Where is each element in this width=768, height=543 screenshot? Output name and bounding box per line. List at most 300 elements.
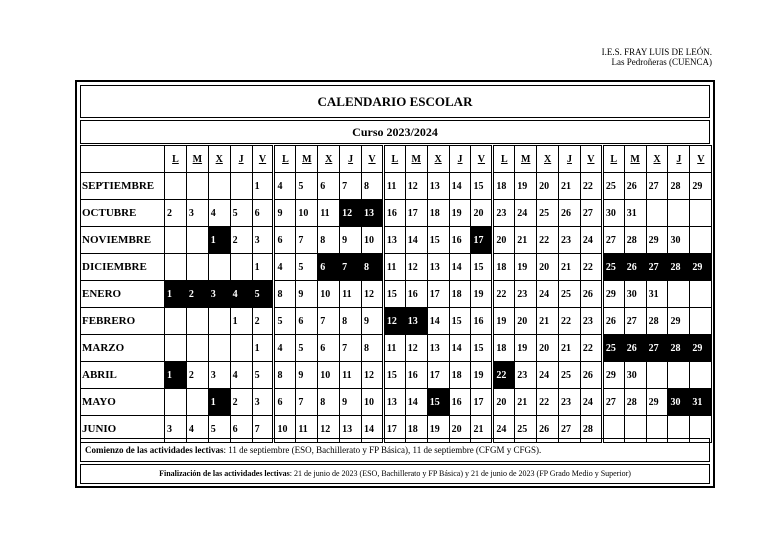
month-name: ABRIL <box>81 362 165 389</box>
holiday-day-cell: 2 <box>186 281 208 308</box>
day-cell <box>186 173 208 200</box>
day-cell: 3 <box>165 416 187 443</box>
weekday-header: M <box>186 146 208 173</box>
month-name: OCTUBRE <box>81 200 165 227</box>
day-cell: 22 <box>580 173 602 200</box>
end-note-label: Finalización de las actividades lectivas <box>159 469 290 478</box>
day-cell: 21 <box>471 416 493 443</box>
holiday-day-cell: 25 <box>602 254 624 281</box>
weekday-header: J <box>668 146 690 173</box>
day-cell: 11 <box>383 173 405 200</box>
day-cell: 15 <box>449 308 471 335</box>
school-location: Las Pedroñeras (CUENCA) <box>611 57 712 67</box>
day-cell: 11 <box>383 335 405 362</box>
day-cell <box>186 335 208 362</box>
day-cell: 31 <box>624 200 646 227</box>
holiday-day-cell: 13 <box>362 200 384 227</box>
day-cell: 19 <box>471 362 493 389</box>
day-cell: 8 <box>340 308 362 335</box>
weekday-header: V <box>580 146 602 173</box>
day-cell: 5 <box>296 173 318 200</box>
day-cell: 7 <box>340 173 362 200</box>
holiday-day-cell: 31 <box>690 389 712 416</box>
holiday-day-cell: 12 <box>340 200 362 227</box>
day-cell: 8 <box>318 227 340 254</box>
day-cell: 16 <box>449 389 471 416</box>
day-cell: 26 <box>580 362 602 389</box>
day-cell: 5 <box>252 362 274 389</box>
day-cell: 2 <box>165 200 187 227</box>
month-row <box>81 254 712 281</box>
day-cell: 10 <box>362 389 384 416</box>
day-cell: 15 <box>471 173 493 200</box>
month-row <box>81 281 712 308</box>
month-row <box>81 200 712 227</box>
day-cell: 23 <box>559 389 581 416</box>
month-name: FEBRERO <box>81 308 165 335</box>
day-cell: 30 <box>668 227 690 254</box>
day-cell: 5 <box>296 254 318 281</box>
day-cell: 6 <box>318 173 340 200</box>
day-cell: 26 <box>580 281 602 308</box>
day-cell: 6 <box>252 200 274 227</box>
holiday-day-cell: 1 <box>165 281 187 308</box>
end-note <box>80 464 710 484</box>
day-cell: 26 <box>559 200 581 227</box>
holiday-day-cell: 1 <box>165 362 187 389</box>
day-cell: 23 <box>559 227 581 254</box>
weekday-header: X <box>427 146 449 173</box>
weekday-header-row <box>81 146 712 173</box>
holiday-day-cell: 26 <box>624 335 646 362</box>
day-cell: 15 <box>427 227 449 254</box>
day-cell <box>690 227 712 254</box>
day-cell: 18 <box>493 335 515 362</box>
day-cell: 14 <box>427 308 449 335</box>
weekday-header: X <box>318 146 340 173</box>
day-cell: 5 <box>208 416 230 443</box>
holiday-day-cell: 12 <box>383 308 405 335</box>
day-cell: 23 <box>515 281 537 308</box>
weekday-header: L <box>165 146 187 173</box>
day-cell <box>690 308 712 335</box>
weekday-header: J <box>449 146 471 173</box>
holiday-day-cell: 27 <box>646 254 668 281</box>
day-cell: 12 <box>318 416 340 443</box>
day-cell: 17 <box>427 362 449 389</box>
day-cell: 2 <box>230 227 252 254</box>
holiday-day-cell: 22 <box>493 362 515 389</box>
day-cell: 7 <box>296 227 318 254</box>
day-cell: 3 <box>208 362 230 389</box>
course-label: Curso 2023/2024 <box>80 120 710 144</box>
holiday-day-cell: 3 <box>208 281 230 308</box>
day-cell: 14 <box>405 389 427 416</box>
day-cell: 24 <box>493 416 515 443</box>
day-cell: 1 <box>252 254 274 281</box>
day-cell: 1 <box>230 308 252 335</box>
day-cell: 27 <box>646 173 668 200</box>
day-cell: 29 <box>646 389 668 416</box>
day-cell <box>165 227 187 254</box>
holiday-day-cell: 7 <box>340 254 362 281</box>
day-cell: 28 <box>580 416 602 443</box>
school-header <box>602 47 712 67</box>
weekday-header: J <box>230 146 252 173</box>
weekday-header: V <box>252 146 274 173</box>
day-cell: 5 <box>296 335 318 362</box>
day-cell: 9 <box>340 227 362 254</box>
month-name: MARZO <box>81 335 165 362</box>
day-cell <box>165 308 187 335</box>
start-note-text: : 11 de septiembre (ESO, Bachillerato y FP Básica), 11 de septiembre (CFGM y CFGS). <box>223 445 542 455</box>
day-cell: 25 <box>602 173 624 200</box>
day-cell: 12 <box>362 362 384 389</box>
month-row <box>81 227 712 254</box>
day-cell <box>668 281 690 308</box>
day-cell: 28 <box>624 227 646 254</box>
holiday-day-cell: 29 <box>690 254 712 281</box>
weekday-header: X <box>208 146 230 173</box>
month-row <box>81 335 712 362</box>
day-cell: 17 <box>427 281 449 308</box>
month-row <box>81 308 712 335</box>
day-cell: 31 <box>646 281 668 308</box>
day-cell: 16 <box>383 200 405 227</box>
month-row <box>81 389 712 416</box>
day-cell: 30 <box>602 200 624 227</box>
end-note-text: : 21 de junio de 2023 (ESO, Bachillerato y FP Básica) y 21 de junio de 2023 (FP Grado Medio y Superior) <box>289 469 631 478</box>
day-cell <box>208 335 230 362</box>
day-cell: 13 <box>427 254 449 281</box>
day-cell: 25 <box>559 281 581 308</box>
day-cell <box>208 173 230 200</box>
day-cell: 27 <box>580 200 602 227</box>
day-cell: 20 <box>471 200 493 227</box>
day-cell: 16 <box>405 281 427 308</box>
holiday-day-cell: 6 <box>318 254 340 281</box>
day-cell: 11 <box>340 362 362 389</box>
day-cell: 27 <box>602 227 624 254</box>
day-cell: 27 <box>602 389 624 416</box>
day-cell: 19 <box>449 200 471 227</box>
calendar-frame <box>75 80 715 488</box>
weekday-header: V <box>471 146 493 173</box>
day-cell: 20 <box>493 389 515 416</box>
holiday-day-cell: 28 <box>668 335 690 362</box>
day-cell: 26 <box>602 308 624 335</box>
day-cell: 15 <box>383 362 405 389</box>
day-cell: 19 <box>515 173 537 200</box>
day-cell: 20 <box>493 227 515 254</box>
day-cell <box>208 254 230 281</box>
holiday-day-cell: 1 <box>208 227 230 254</box>
day-cell <box>230 335 252 362</box>
day-cell: 3 <box>186 200 208 227</box>
weekday-header: V <box>690 146 712 173</box>
weekday-header: L <box>602 146 624 173</box>
day-cell: 25 <box>559 362 581 389</box>
calendar-title: CALENDARIO ESCOLAR <box>80 85 710 118</box>
day-cell: 9 <box>362 308 384 335</box>
weekday-header: L <box>274 146 296 173</box>
day-cell: 22 <box>559 308 581 335</box>
day-cell: 5 <box>274 308 296 335</box>
day-cell: 12 <box>405 173 427 200</box>
weekday-header: M <box>515 146 537 173</box>
holiday-day-cell: 15 <box>427 389 449 416</box>
day-cell: 16 <box>471 308 493 335</box>
day-cell: 4 <box>274 254 296 281</box>
day-cell: 23 <box>493 200 515 227</box>
day-cell <box>690 362 712 389</box>
day-cell: 20 <box>537 173 559 200</box>
day-cell: 9 <box>296 281 318 308</box>
day-cell: 3 <box>252 227 274 254</box>
day-cell: 10 <box>296 200 318 227</box>
day-cell: 19 <box>515 335 537 362</box>
day-cell: 11 <box>296 416 318 443</box>
day-cell: 5 <box>230 200 252 227</box>
day-cell: 9 <box>274 200 296 227</box>
holiday-day-cell: 29 <box>690 335 712 362</box>
day-cell: 29 <box>668 308 690 335</box>
day-cell <box>668 200 690 227</box>
month-name: ENERO <box>81 281 165 308</box>
month-row <box>81 362 712 389</box>
day-cell: 6 <box>230 416 252 443</box>
day-cell: 25 <box>537 200 559 227</box>
day-cell: 13 <box>427 173 449 200</box>
holiday-day-cell: 5 <box>252 281 274 308</box>
day-cell: 30 <box>624 362 646 389</box>
holiday-day-cell: 27 <box>646 335 668 362</box>
day-cell: 17 <box>405 200 427 227</box>
day-cell: 24 <box>580 227 602 254</box>
day-cell <box>165 335 187 362</box>
day-cell: 13 <box>340 416 362 443</box>
day-cell: 28 <box>624 389 646 416</box>
day-cell: 29 <box>646 227 668 254</box>
day-cell: 8 <box>318 389 340 416</box>
day-cell: 10 <box>362 227 384 254</box>
weekday-header: L <box>493 146 515 173</box>
day-cell: 24 <box>537 362 559 389</box>
day-cell: 26 <box>624 173 646 200</box>
holiday-day-cell: 25 <box>602 335 624 362</box>
holiday-day-cell: 8 <box>362 254 384 281</box>
weekday-header: X <box>646 146 668 173</box>
day-cell: 10 <box>318 362 340 389</box>
day-cell: 14 <box>362 416 384 443</box>
start-note <box>80 438 710 462</box>
day-cell <box>186 227 208 254</box>
day-cell: 11 <box>340 281 362 308</box>
day-cell: 1 <box>252 335 274 362</box>
start-note-label: Comienzo de las actividades lectivas <box>85 445 224 455</box>
holiday-day-cell: 26 <box>624 254 646 281</box>
day-cell <box>690 281 712 308</box>
month-name: SEPTIEMBRE <box>81 173 165 200</box>
day-cell: 18 <box>405 416 427 443</box>
day-cell: 9 <box>296 362 318 389</box>
day-cell: 3 <box>252 389 274 416</box>
day-cell: 12 <box>362 281 384 308</box>
day-cell: 25 <box>515 416 537 443</box>
day-cell: 21 <box>515 389 537 416</box>
day-cell: 10 <box>274 416 296 443</box>
day-cell: 13 <box>383 227 405 254</box>
day-cell: 24 <box>580 389 602 416</box>
day-cell: 12 <box>405 254 427 281</box>
day-cell <box>165 254 187 281</box>
day-cell: 18 <box>427 200 449 227</box>
day-cell: 13 <box>427 335 449 362</box>
day-cell: 21 <box>559 335 581 362</box>
day-cell: 28 <box>668 173 690 200</box>
weekday-header: J <box>559 146 581 173</box>
day-cell: 29 <box>602 362 624 389</box>
day-cell: 13 <box>383 389 405 416</box>
weekday-header: M <box>296 146 318 173</box>
holiday-day-cell: 13 <box>405 308 427 335</box>
day-cell: 7 <box>252 416 274 443</box>
day-cell: 2 <box>230 389 252 416</box>
holiday-day-cell: 30 <box>668 389 690 416</box>
day-cell: 29 <box>690 173 712 200</box>
day-cell: 1 <box>252 173 274 200</box>
day-cell: 19 <box>471 281 493 308</box>
day-cell: 7 <box>296 389 318 416</box>
day-cell: 21 <box>537 308 559 335</box>
day-cell: 17 <box>471 389 493 416</box>
day-cell: 4 <box>230 362 252 389</box>
month-row <box>81 173 712 200</box>
day-cell: 15 <box>471 254 493 281</box>
day-cell: 14 <box>405 227 427 254</box>
day-cell <box>186 389 208 416</box>
day-cell: 6 <box>274 227 296 254</box>
day-cell: 30 <box>624 281 646 308</box>
day-cell: 20 <box>515 308 537 335</box>
day-cell: 23 <box>515 362 537 389</box>
day-cell: 11 <box>383 254 405 281</box>
day-cell: 23 <box>580 308 602 335</box>
day-cell: 4 <box>186 416 208 443</box>
holiday-day-cell: 28 <box>668 254 690 281</box>
day-cell: 20 <box>537 335 559 362</box>
day-cell: 11 <box>318 200 340 227</box>
weekday-header: M <box>405 146 427 173</box>
day-cell: 20 <box>449 416 471 443</box>
day-cell <box>186 254 208 281</box>
day-cell: 7 <box>340 335 362 362</box>
day-cell: 21 <box>515 227 537 254</box>
day-cell <box>165 389 187 416</box>
day-cell: 19 <box>515 254 537 281</box>
day-cell <box>165 173 187 200</box>
day-cell: 8 <box>362 173 384 200</box>
day-cell: 8 <box>274 362 296 389</box>
day-cell: 18 <box>493 173 515 200</box>
day-cell: 15 <box>383 281 405 308</box>
day-cell: 18 <box>493 254 515 281</box>
day-cell: 4 <box>274 335 296 362</box>
day-cell: 26 <box>537 416 559 443</box>
day-cell: 29 <box>602 281 624 308</box>
day-cell: 10 <box>318 281 340 308</box>
day-cell: 19 <box>493 308 515 335</box>
day-cell <box>208 308 230 335</box>
day-cell: 21 <box>559 173 581 200</box>
day-cell: 28 <box>646 308 668 335</box>
calendar-table <box>80 145 712 443</box>
day-cell <box>186 308 208 335</box>
day-cell: 24 <box>537 281 559 308</box>
day-cell: 22 <box>537 389 559 416</box>
day-cell: 6 <box>274 389 296 416</box>
month-name: NOVIEMBRE <box>81 227 165 254</box>
day-cell: 16 <box>449 227 471 254</box>
month-header-blank <box>81 146 165 173</box>
day-cell: 18 <box>449 362 471 389</box>
day-cell: 19 <box>427 416 449 443</box>
day-cell: 2 <box>252 308 274 335</box>
weekday-header: V <box>362 146 384 173</box>
day-cell: 27 <box>559 416 581 443</box>
day-cell: 22 <box>580 335 602 362</box>
day-cell: 9 <box>340 389 362 416</box>
holiday-day-cell: 1 <box>208 389 230 416</box>
day-cell: 14 <box>449 254 471 281</box>
holiday-day-cell: 4 <box>230 281 252 308</box>
day-cell: 14 <box>449 335 471 362</box>
day-cell: 20 <box>537 254 559 281</box>
day-cell <box>690 200 712 227</box>
day-cell: 14 <box>449 173 471 200</box>
day-cell: 16 <box>405 362 427 389</box>
day-cell: 17 <box>383 416 405 443</box>
weekday-header: X <box>537 146 559 173</box>
month-name: MAYO <box>81 389 165 416</box>
day-cell <box>230 254 252 281</box>
day-cell: 15 <box>471 335 493 362</box>
day-cell <box>646 362 668 389</box>
day-cell <box>668 362 690 389</box>
holiday-day-cell: 17 <box>471 227 493 254</box>
day-cell <box>230 173 252 200</box>
day-cell: 27 <box>624 308 646 335</box>
day-cell: 8 <box>362 335 384 362</box>
day-cell: 18 <box>449 281 471 308</box>
month-name: DICIEMBRE <box>81 254 165 281</box>
day-cell: 6 <box>318 335 340 362</box>
day-cell: 22 <box>537 227 559 254</box>
weekday-header: L <box>383 146 405 173</box>
day-cell: 6 <box>296 308 318 335</box>
day-cell <box>646 200 668 227</box>
school-name: I.E.S. FRAY LUIS DE LEÓN. <box>601 47 712 57</box>
weekday-header: M <box>624 146 646 173</box>
day-cell: 8 <box>274 281 296 308</box>
weekday-header: J <box>340 146 362 173</box>
day-cell: 21 <box>559 254 581 281</box>
day-cell: 22 <box>493 281 515 308</box>
day-cell: 7 <box>318 308 340 335</box>
month-name: JUNIO <box>81 416 165 443</box>
day-cell: 4 <box>274 173 296 200</box>
day-cell: 2 <box>186 362 208 389</box>
